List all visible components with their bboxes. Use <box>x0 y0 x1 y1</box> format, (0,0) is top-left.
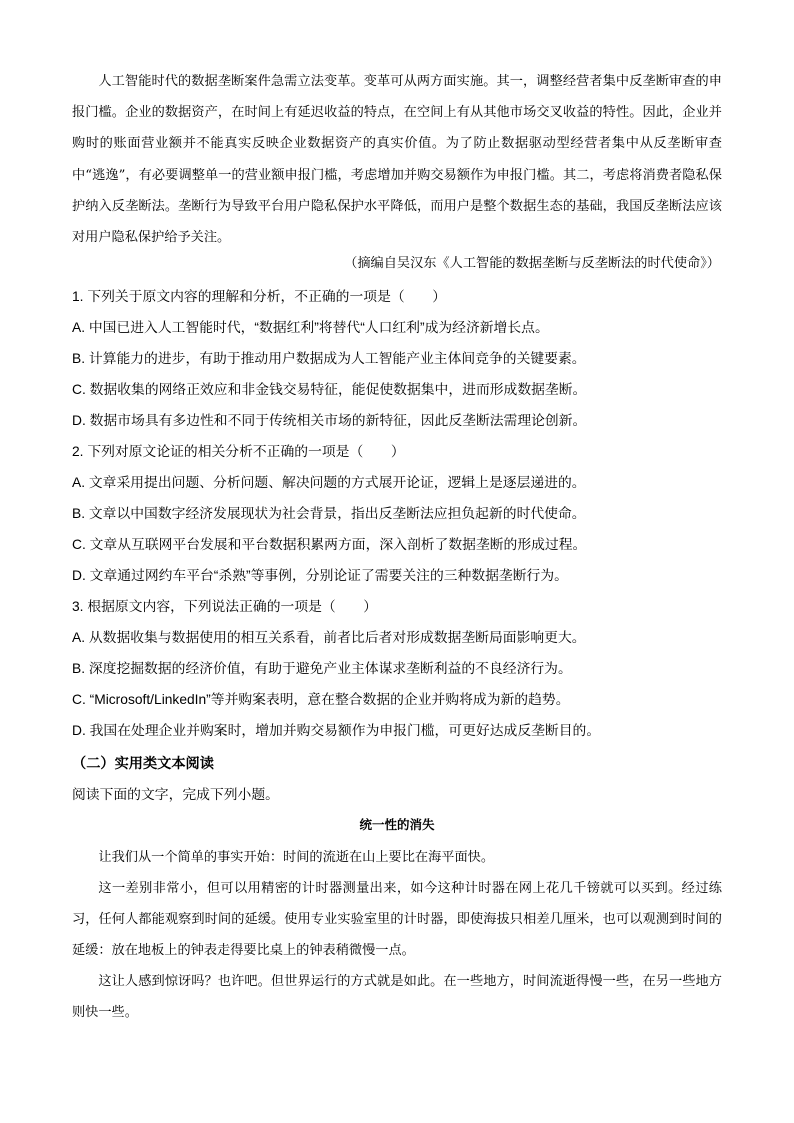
section-heading: （二）实用类文本阅读 <box>72 756 214 772</box>
question-2-stem: 2. 下列对原文论证的相关分析不正确的一项是（ ） <box>72 444 405 459</box>
question-2-option-d[interactable]: D. 文章通过网约车平台“杀熟”等事例，分别论证了需要关注的三种数据垄断行为。 <box>72 568 568 583</box>
article-paragraph: 这一差别非常小，但可以用精密的计时器测量出来，如今这种计时器在网上花几千镑就可以买到。经过练习，任何人都能观察到时间的延缓。使用专业实验室里的计时器，即使海拔只相差几厘米，也可以观测到时间的延缓：放在地板上的钟表走得要比桌上的钟表稍微慢一点。 <box>72 881 722 958</box>
question-1-stem: 1. 下列关于原文内容的理解和分析，不正确的一项是（ ） <box>72 289 447 304</box>
question-3-option-a[interactable]: A. 从数据收集与数据使用的相互关系看，前者比后者对形成数据垄断局面影响更大。 <box>72 630 586 645</box>
question-2-option-b[interactable]: B. 文章以中国数字经济发展现状为社会背景，指出反垄断法应担负起新的时代使命。 <box>72 506 586 521</box>
question-1-option-d[interactable]: D. 数据市场具有多边性和不同于传统相关市场的新特征，因此反垄断法需理论创新。 <box>72 413 587 428</box>
article-paragraph: 这让人感到惊讶吗？也许吧。但世界运行的方式就是如此。在一些地方，时间流逝得慢一些，在另一些地方则快一些。 <box>72 974 722 1020</box>
question-1-option-b[interactable]: B. 计算能力的进步，有助于推动用户数据成为人工智能产业主体间竞争的关键要素。 <box>72 351 586 366</box>
question-3-option-b[interactable]: B. 深度挖掘数据的经济价值，有助于避免产业主体谋求垄断利益的不良经济行为。 <box>72 661 572 676</box>
question-1-option-c[interactable]: C. 数据收集的网络正效应和非金钱交易特征，能促使数据集中，进而形成数据垄断。 <box>72 382 587 397</box>
article-title: 统一性的消失 <box>359 817 435 832</box>
question-3-option-d[interactable]: D. 我国在处理企业并购案时，增加并购交易额作为申报门槛，可更好达成反垄断目的。 <box>72 723 601 738</box>
question-1-option-a[interactable]: A. 中国已进入人工智能时代，“数据红利”将替代“人口红利”成为经济新增长点。 <box>72 320 549 335</box>
passage-source: （摘编自吴汉东《人工智能的数据垄断与反垄断法的时代使命》） <box>344 256 720 271</box>
section-instruction: 阅读下面的文字，完成下列小题。 <box>72 787 279 803</box>
passage-paragraph: 人工智能时代的数据垄断案件急需立法变革。变革可从两方面实施。其一，调整经营者集中反垄断审查的申报门槛。企业的数据资产，在时间上有延迟收益的特点，在空间上有从其他市场交叉收益的特性。因此，企业并购时的账面营业额并不能真实反映企业数据资产的真实价值。为了防止数据驱动型经营者集中从反垄断审查中“逃逸”，有必要调整单一的营业额申报门槛，考虑增加并购交易额作为申报门槛。其二，考虑将消费者隐私保护纳入反垄断法。垄断行为导致平台用户隐私保护水平降低，而用户是整个数据生态的基础，我国反垄断法应该对用户隐私保护给予关注。 <box>72 74 722 246</box>
article-paragraph: 让我们从一个简单的事实开始：时间的流逝在山上要比在海平面快。 <box>98 850 495 865</box>
question-3-stem: 3. 根据原文内容，下列说法正确的一项是（ ） <box>72 599 378 614</box>
question-2-option-a[interactable]: A. 文章采用提出问题、分析问题、解决问题的方式展开论证，逻辑上是逐层递进的。 <box>72 475 586 490</box>
question-3-option-c[interactable]: C. “Microsoft/LinkedIn”等并购案表明，意在整合数据的企业并购将成为新的趋势。 <box>72 692 570 707</box>
question-2-option-c[interactable]: C. 文章从互联网平台发展和平台数据积累两方面，深入剖析了数据垄断的形成过程。 <box>72 537 587 552</box>
